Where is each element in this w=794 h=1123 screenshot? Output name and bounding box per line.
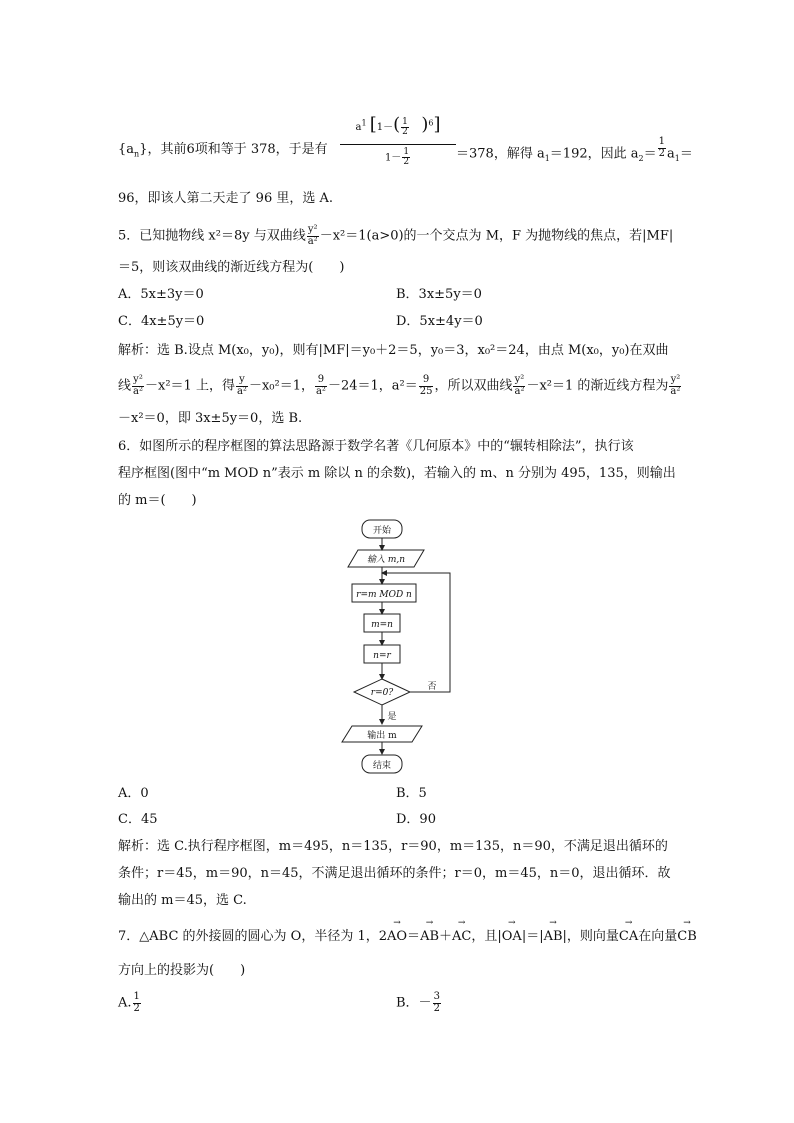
q6-line3: 的 m＝( ) — [118, 493, 197, 508]
q7-line1: 7．△ABC 的外接圆的圆心为 O，半径为 1，2→ AO＝→ AB＋→ AC，且|→ OA|＝|→ AB|，则向量→ CA在向量→ CB — [118, 930, 697, 943]
q6-option-a[interactable]: A．0 — [118, 786, 149, 801]
q5-option-d[interactable]: D．5x±4y＝0 — [396, 314, 483, 329]
p4-line2: 96，即该人第二天走了 96 里，选 A. — [118, 191, 334, 206]
q5-option-b[interactable]: B．3x±5y＝0 — [396, 287, 482, 302]
q6-solution-line2: 条件；r＝45，m＝90，n＝45，不满足退出循环的条件；r＝0，m＝45，n＝0，退出循环．故 — [118, 866, 671, 881]
flow-assign-m-label: m=n — [371, 620, 393, 630]
q6-option-c[interactable]: C．45 — [118, 812, 158, 827]
q5-option-c[interactable]: C．4x±5y＝0 — [118, 314, 205, 329]
flow-yes-label: 是 — [387, 712, 397, 722]
q7-line2: 方向上的投影为( ) — [118, 963, 246, 978]
flow-start-label: 开始 — [372, 526, 392, 536]
flowchart — [330, 512, 470, 777]
q6-solution-line3: 输出的 m＝45，选 C. — [118, 893, 247, 908]
q6-line1: 6．如图所示的程序框图的算法思路源于数学名著《几何原本》中的“辗转相除法”，执行该 — [118, 439, 634, 454]
q5-solution-line1: 解析：选 B.设点 M(x₀，y₀)，则有|MF|＝y₀＋2＝5，y₀＝3，x₀²＝24，由点 M(x₀，y₀)在双曲 — [118, 343, 669, 358]
flow-no-label: 否 — [427, 682, 437, 692]
q5-line2: ＝5，则该双曲线的渐近线方程为( ) — [118, 260, 345, 275]
q7-option-b[interactable]: B．－ $\frac{3}{2}$ — [396, 991, 440, 1014]
q5-line1: 5．已知抛物线 x²＝8y 与双曲线 $\frac{\text{y²}}{\text{a²}}$ －x²＝1(a>0)的一个交点为 M，F 为抛物线的焦点，若|MF| — [118, 224, 674, 247]
q6-solution-line1: 解析：选 C.执行程序框图，m＝495，n＝135，r＝90，m＝135，n＝90，不满足退出循环的 — [118, 839, 668, 854]
q5-solution-line3: －x²＝0，即 3x±5y＝0，选 B. — [118, 411, 303, 426]
flow-condition-label: r=0? — [370, 688, 394, 698]
q6-line2: 程序框图(图中“m MOD n”表示 m 除以 n 的余数)，若输入的 m、n 分别为 495，135，则输出 — [118, 466, 676, 481]
flow-mod-label: r=m MOD n — [356, 590, 412, 600]
flow-assign-n-label: n=r — [373, 651, 391, 661]
flow-output-label: 输出 m — [367, 731, 397, 741]
flow-input-label: 输入 m,n — [366, 555, 406, 565]
series-sum-fraction: $a^1$ [1－( $\frac{1}{2}$ )$^6$] 1－ $\frac{1}{2}$ — [340, 118, 456, 168]
q7-option-a[interactable]: A. $\frac{1}{2}$ — [118, 991, 140, 1014]
flow-end-label: 结束 — [372, 761, 392, 771]
q6-option-b[interactable]: B．5 — [396, 786, 427, 801]
q6-option-d[interactable]: D．90 — [396, 812, 436, 827]
q5-solution-line2: 线 $\frac{\text{y²}}{\text{a²}}$ －x²＝1 上，得 $\frac{y}{\text{a²}}$ －x₀²＝1， $\frac{9}{\text{a²}}$ －24＝1，a²＝ $\frac{9}{25}$ ，所以双曲线 $\frac{\text{y²}}{\text{a²}}$ －x²＝1 的渐近线方程为 $\frac{\text{y²}}{\text{a²}}$ — [118, 374, 681, 397]
q5-option-a[interactable]: A．5x±3y＝0 — [118, 287, 204, 302]
